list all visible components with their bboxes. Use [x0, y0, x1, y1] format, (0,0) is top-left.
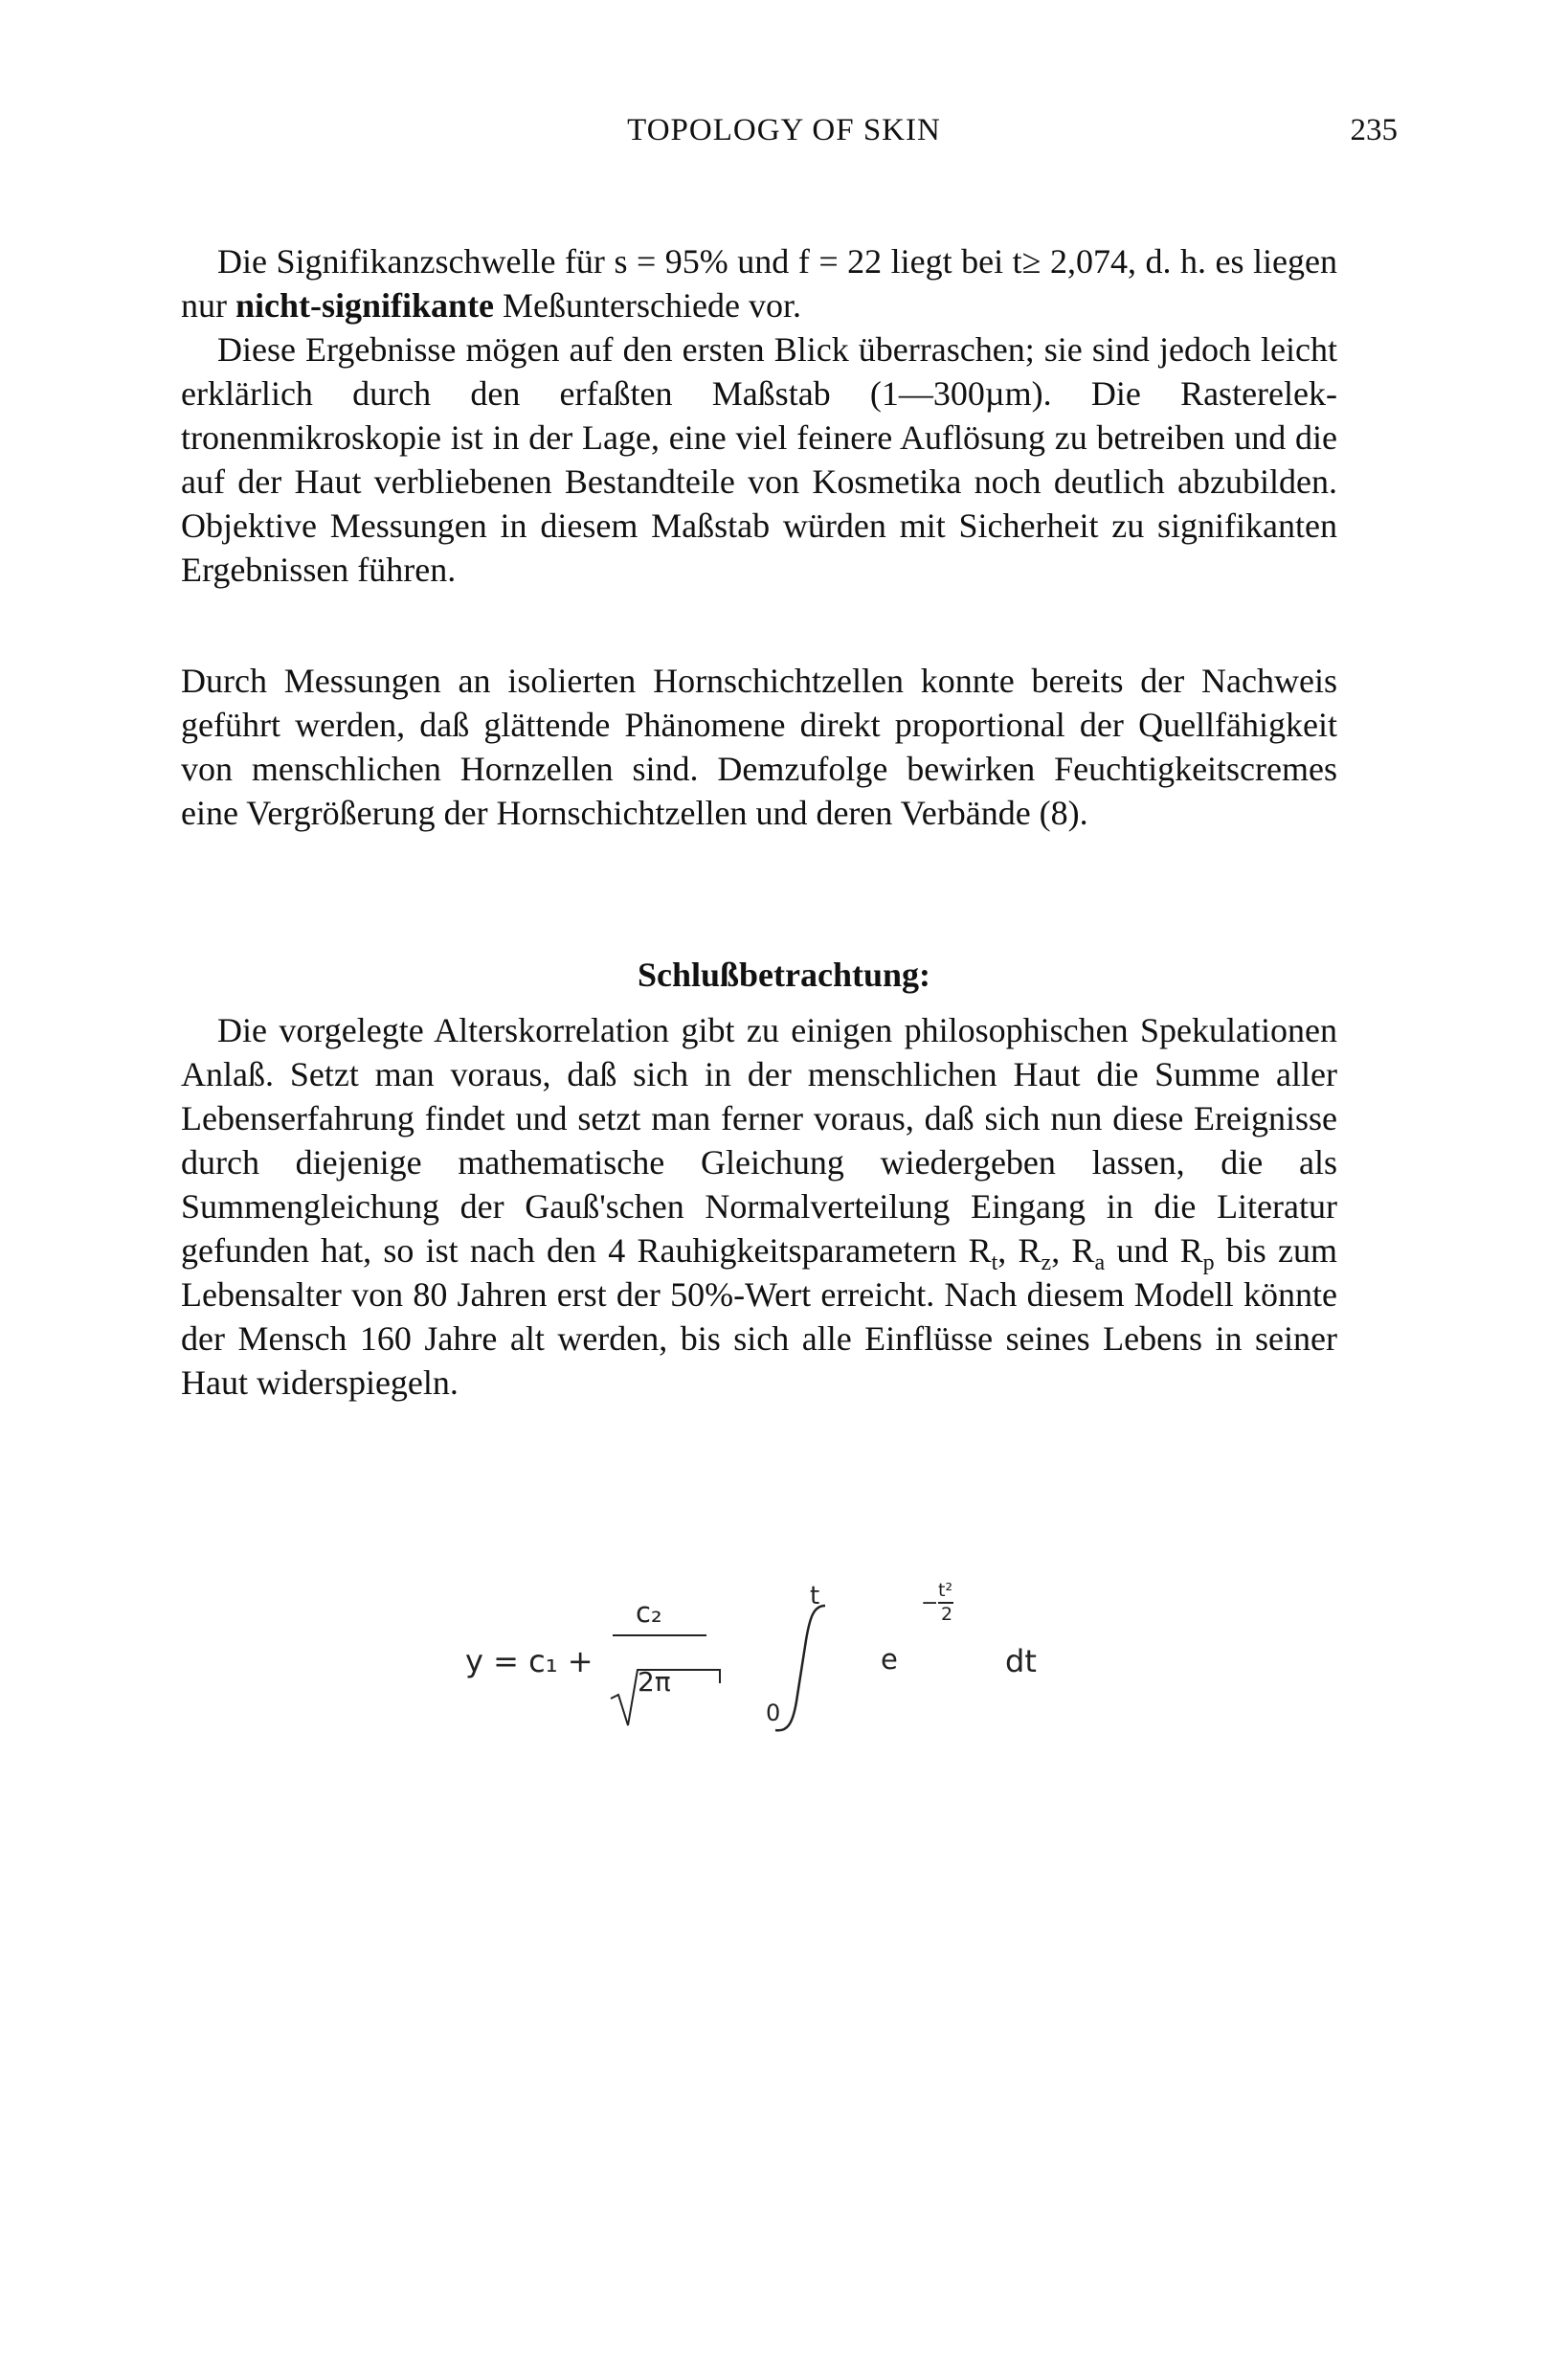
- running-title: TOPOLOGY OF SKIN: [627, 113, 941, 147]
- paragraph-results-discussion: Diese Ergebnisse mögen auf den ersten Blick überraschen; sie sind jedoch leicht erklärlich durch den erfaßten Maßstab (1—300µm). Die Rasterelektronenmikroskopie ist in der Lage, eine viel feinere Auflösung zu betreiben und die auf der Haut verbliebenen Bestandteile von Kosmetika noch deutlich abzubilden. Objektive Messungen in diesem Maßstab würden mit Sicherheit zu signifikanten Ergebnissen führen.: [181, 330, 1337, 589]
- formula-exponent-numerator: t²: [938, 1580, 953, 1601]
- param-rt: $R_t$: [968, 1231, 998, 1275]
- formula-radicand: 2π: [638, 1666, 671, 1698]
- integral-sign-icon: [758, 1602, 844, 1736]
- running-head: [0, 113, 1568, 161]
- formula-exponent-minus: −: [921, 1591, 939, 1615]
- text-block-hornschicht: [181, 659, 1337, 835]
- text-span: bis zum Lebensalter von 80 Jahren erst der 50%-Wert erreicht. Nach diesem Modell könnte der Mensch 160 Jahre alt werden, bis sich alle Einflüsse seines Lebens in seiner Haut widerspiegeln.: [181, 1231, 1338, 1402]
- page-number: 235: [1350, 113, 1398, 147]
- text-span: Die Signifikanzschwelle für s = 95% und f = 22 liegt bei t≥ 2,074, d. h. es liegen nur: [181, 242, 1337, 325]
- formula-lower-limit: 0: [766, 1700, 781, 1726]
- sqrt-sign-icon: [609, 1666, 724, 1733]
- param-rp: $R_p$: [1179, 1231, 1215, 1275]
- fraction-line: [613, 1634, 706, 1636]
- exponent-fraction-line: [938, 1602, 953, 1604]
- text-block-conclusion: [181, 1008, 1337, 1405]
- formula-base: e: [881, 1643, 898, 1676]
- formula-lhs: y = c₁ +: [465, 1643, 594, 1679]
- formula-numerator: c₂: [636, 1596, 662, 1629]
- formula-exponent-denominator: 2: [941, 1604, 953, 1625]
- bold-term: nicht-signifikante: [235, 286, 495, 325]
- text-span: Meßunterschiede vor.: [494, 286, 801, 325]
- param-rz: $R_z$: [1018, 1231, 1052, 1275]
- formula-differential: dt: [1005, 1643, 1037, 1679]
- text-span: Die vorgelegte Alterskorrelation gibt zu einigen philosophischen Spekulationen Anlaß. Setzt man voraus, daß sich in der menschlichen Haut die Summe aller Lebenserfahrung findet und setzt man ferner voraus, daß sich nun diese Ereignisse durch diejenige mathematische Gleichung wiedergeben lassen, die als Summengleichung der Gauß'schen Normalverteilung Eingang in die Literatur gefunden hat, so ist nach den 4 Rauhigkeitsparametern: [181, 1011, 1337, 1270]
- paragraph-hornschicht: Durch Messungen an isolierten Hornschichtzellen konnte bereits der Nachweis geführt werden, daß glättende Phänomene direkt proportional der Quellfähigkeit von menschlichen Hornzellen sind. Demzufolge bewirken Feuchtigkeitscremes eine Vergrößerung der Hornschichtzellen und deren Verbände (8).: [181, 662, 1337, 832]
- param-ra: $R_a$: [1071, 1231, 1106, 1275]
- section-heading: Schlußbetrachtung:: [637, 956, 931, 994]
- formula-upper-limit: t: [810, 1582, 820, 1610]
- paragraph-conclusion: Die vorgelegte Alterskorrelation gibt zu einigen philosophischen Spekulationen Anlaß. Setzt man voraus, daß sich in der menschlichen Haut die Summe aller Lebenserfahrung findet und setzt man ferner voraus, daß sich nun diese Ereignisse durch diejenige mathematische Gleichung wiedergeben lassen, die als Summengleichung der Gauß'schen Normalverteilung Eingang in die Literatur gefunden hat, so ist nach den 4 Rauhigkeitsparametern $R_t$, $R_z$, $R_a$ und $R_p$ bis zum Lebensalter von 80 Jahren erst der 50%-Wert erreicht. Nach diesem Modell könnte der Mensch 160 Jahre alt werden, bis sich alle Einflüsse seines Lebens in seiner Haut widerspiegeln.: [181, 1011, 1338, 1402]
- paragraph-significance-threshold: [181, 239, 1337, 327]
- text-block-significance: [181, 239, 1337, 592]
